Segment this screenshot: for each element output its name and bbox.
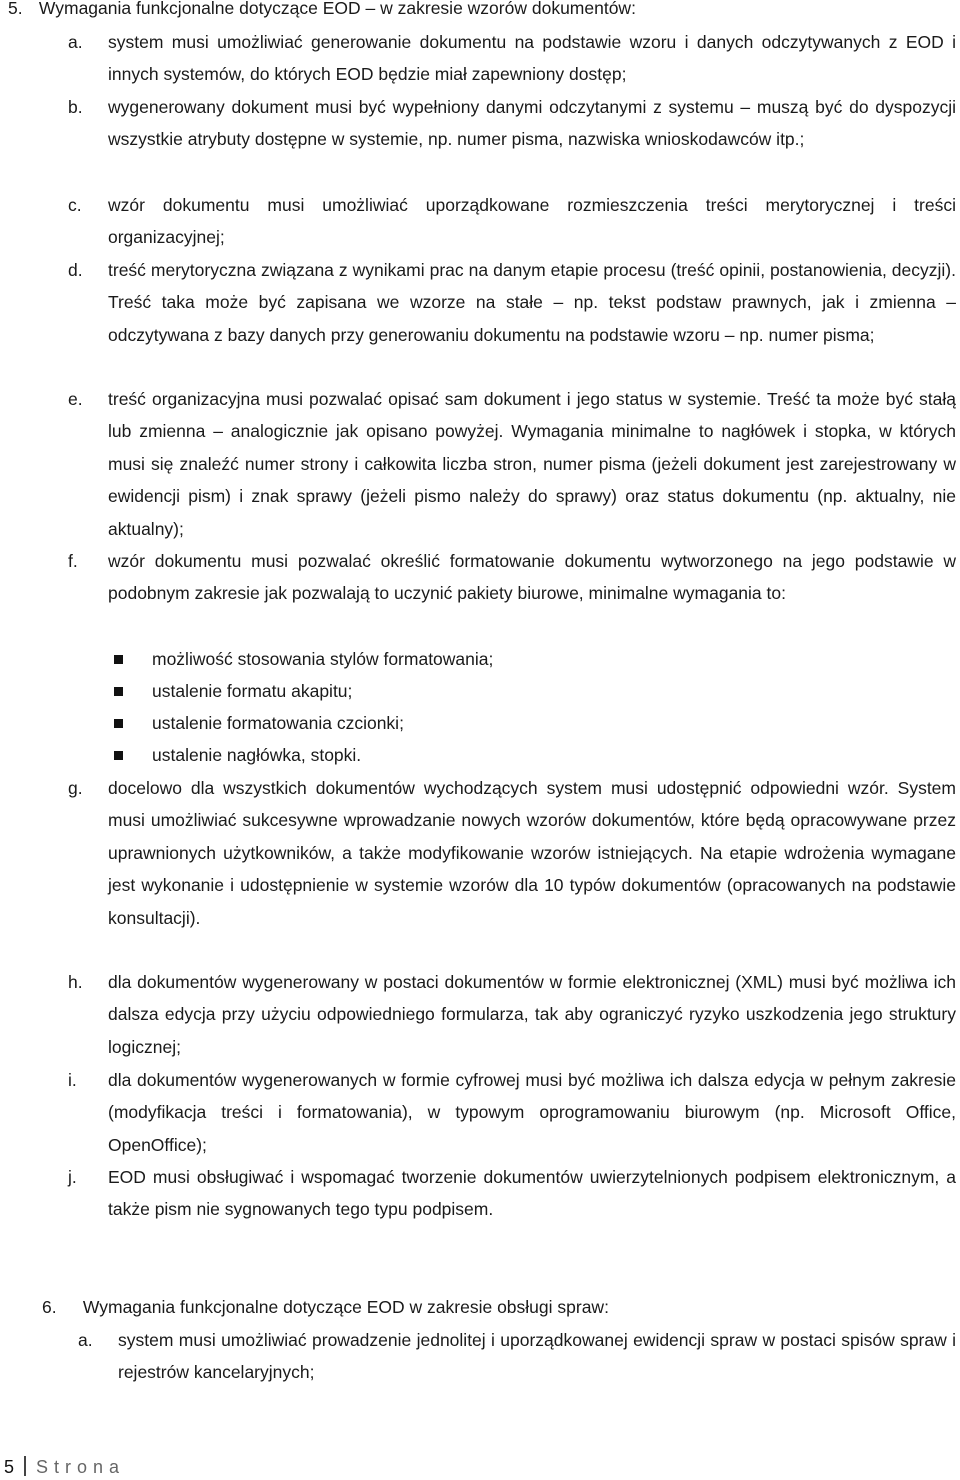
list-item-5g [68, 772, 956, 934]
footer-divider [24, 1456, 26, 1476]
bullet-item [108, 643, 948, 675]
square-bullet-icon [114, 719, 123, 728]
item-text: system musi umożliwiać prowadzenie jednolitej i uporządkowanej ewidencji spraw w postaci spisów spraw i rejestrów kancelaryjnych; [118, 1330, 956, 1383]
list-item-5f [68, 545, 956, 610]
page-number: 5 [4, 1457, 15, 1477]
bullet-text: ustalenie formatu akapitu; [152, 681, 353, 701]
item-label: d. [68, 260, 83, 280]
list-item-5d [68, 254, 956, 351]
item-label: g. [68, 778, 83, 798]
list-item-5a [68, 26, 956, 91]
list-item-6a [78, 1324, 956, 1389]
item-text: system musi umożliwiać generowanie dokumentu na podstawie wzoru i danych odczytywanych z EOD i innych systemów, do których EOD będzie miał zapewniony dostęp; [108, 32, 956, 85]
square-bullet-icon [114, 687, 123, 696]
item-text: treść organizacyjna musi pozwalać opisać sam dokument i jego status w systemie. Treść ta może być stałą lub zmienna – analogicznie jak opisano powyżej. Wymagania minimalne to nagłówek i stopka, w których musi się znaleźć numer strony i całkowita liczba stron, numer pisma (jeżeli dokument jest zarejestrowany w ewidencji pism) i znak sprawy (jeżeli pismo należy do sprawy) oraz status dokumentu (np. aktualny, nie aktualny); [108, 389, 956, 539]
item-text: EOD musi obsługiwać i wspomagać tworzenie dokumentów uwierzytelnionych podpisem elektronicznym, a także pism nie sygnowanych tego typu podpisem. [108, 1167, 956, 1220]
item-text: wzór dokumentu musi pozwalać określić formatowanie dokumentu wytworzonego na jego podstawie w podobnym zakresie jak pozwalają to uczynić pakiety biurowe, minimalne wymagania to: [108, 551, 956, 604]
section-5-title: Wymagania funkcjonalne dotyczące EOD – w zakresie wzorów dokumentów: [38, 0, 636, 18]
square-bullet-icon [114, 751, 123, 760]
page-footer [4, 1454, 125, 1480]
item-label: c. [68, 195, 82, 215]
list-item-5i [68, 1064, 956, 1161]
item-text: wygenerowany dokument musi być wypełniony danymi odczytanymi z systemu – muszą być do dyspozycji wszystkie atrybuty dostępne w systemie, np. numer pisma, nazwiska wnioskodawców itp.; [108, 97, 956, 150]
bullet-text: możliwość stosowania stylów formatowania; [152, 649, 494, 669]
list-item-5c [68, 189, 956, 254]
bullet-text: ustalenie formatowania czcionki; [152, 713, 404, 733]
item-label: b. [68, 97, 83, 117]
section-6-number: 6. [42, 1297, 57, 1317]
section-5-number: 5. [8, 0, 23, 18]
item-text: treść merytoryczna związana z wynikami prac na danym etapie procesu (treść opinii, postanowienia, decyzji). Treść taka może być zapisana we wzorze na stałe – np. tekst podstaw prawnych, jak i zmienna – odczytywana z bazy danych przy generowaniu dokumentu na podstawie wzoru – np. numer pisma; [108, 260, 956, 345]
bullet-item [108, 739, 948, 771]
item-text: dla dokumentów wygenerowanych w formie cyfrowej musi być możliwa ich dalsza edycja w pełnym zakresie (modyfikacja treści i formatowania), w typowym oprogramowaniu biurowym (np. Microsoft Office, OpenOffice); [108, 1070, 956, 1155]
item-label: h. [68, 972, 83, 992]
item-label: i. [68, 1070, 77, 1090]
page-word: Strona [36, 1457, 126, 1477]
section-5-heading [8, 0, 960, 24]
item-text: wzór dokumentu musi umożliwiać uporządkowane rozmieszczenia treści merytorycznej i treści organizacyjnej; [108, 195, 956, 248]
bullet-item [108, 707, 948, 739]
square-bullet-icon [114, 655, 123, 664]
item-label: a. [78, 1330, 93, 1350]
item-label: j. [68, 1167, 77, 1187]
list-item-5h [68, 966, 956, 1063]
bullet-item [108, 675, 948, 707]
item-label: e. [68, 389, 83, 409]
list-item-5j [68, 1161, 956, 1226]
bullet-text: ustalenie nagłówka, stopki. [152, 745, 362, 765]
item-text: docelowo dla wszystkich dokumentów wychodzących system musi udostępnić odpowiedni wzór. System musi umożliwiać sukcesywne wprowadzanie nowych wzorów dokumentów, które będą opracowywane przez uprawnionych użytkowników, a także modyfikowanie wzorów istniejących. Na etapie wdrożenia wymagane jest wykonanie i udostępnienie w systemie wzorów dla 10 typów dokumentów (opracowanych na podstawie konsultacji). [108, 778, 956, 928]
item-label: a. [68, 32, 83, 52]
section-6-title: Wymagania funkcjonalne dotyczące EOD w zakresie obsługi spraw: [82, 1297, 609, 1317]
list-item-5e [68, 383, 956, 545]
section-6-heading [42, 1291, 960, 1323]
item-text: dla dokumentów wygenerowany w postaci dokumentów w formie elektronicznej (XML) musi być możliwa ich dalsza edycja przy użyciu odpowiedniego formularza, tak aby ograniczyć ryzyko uszkodzenia jego struktury logicznej; [108, 972, 956, 1057]
list-item-5b [68, 91, 956, 156]
item-label: f. [68, 551, 78, 571]
